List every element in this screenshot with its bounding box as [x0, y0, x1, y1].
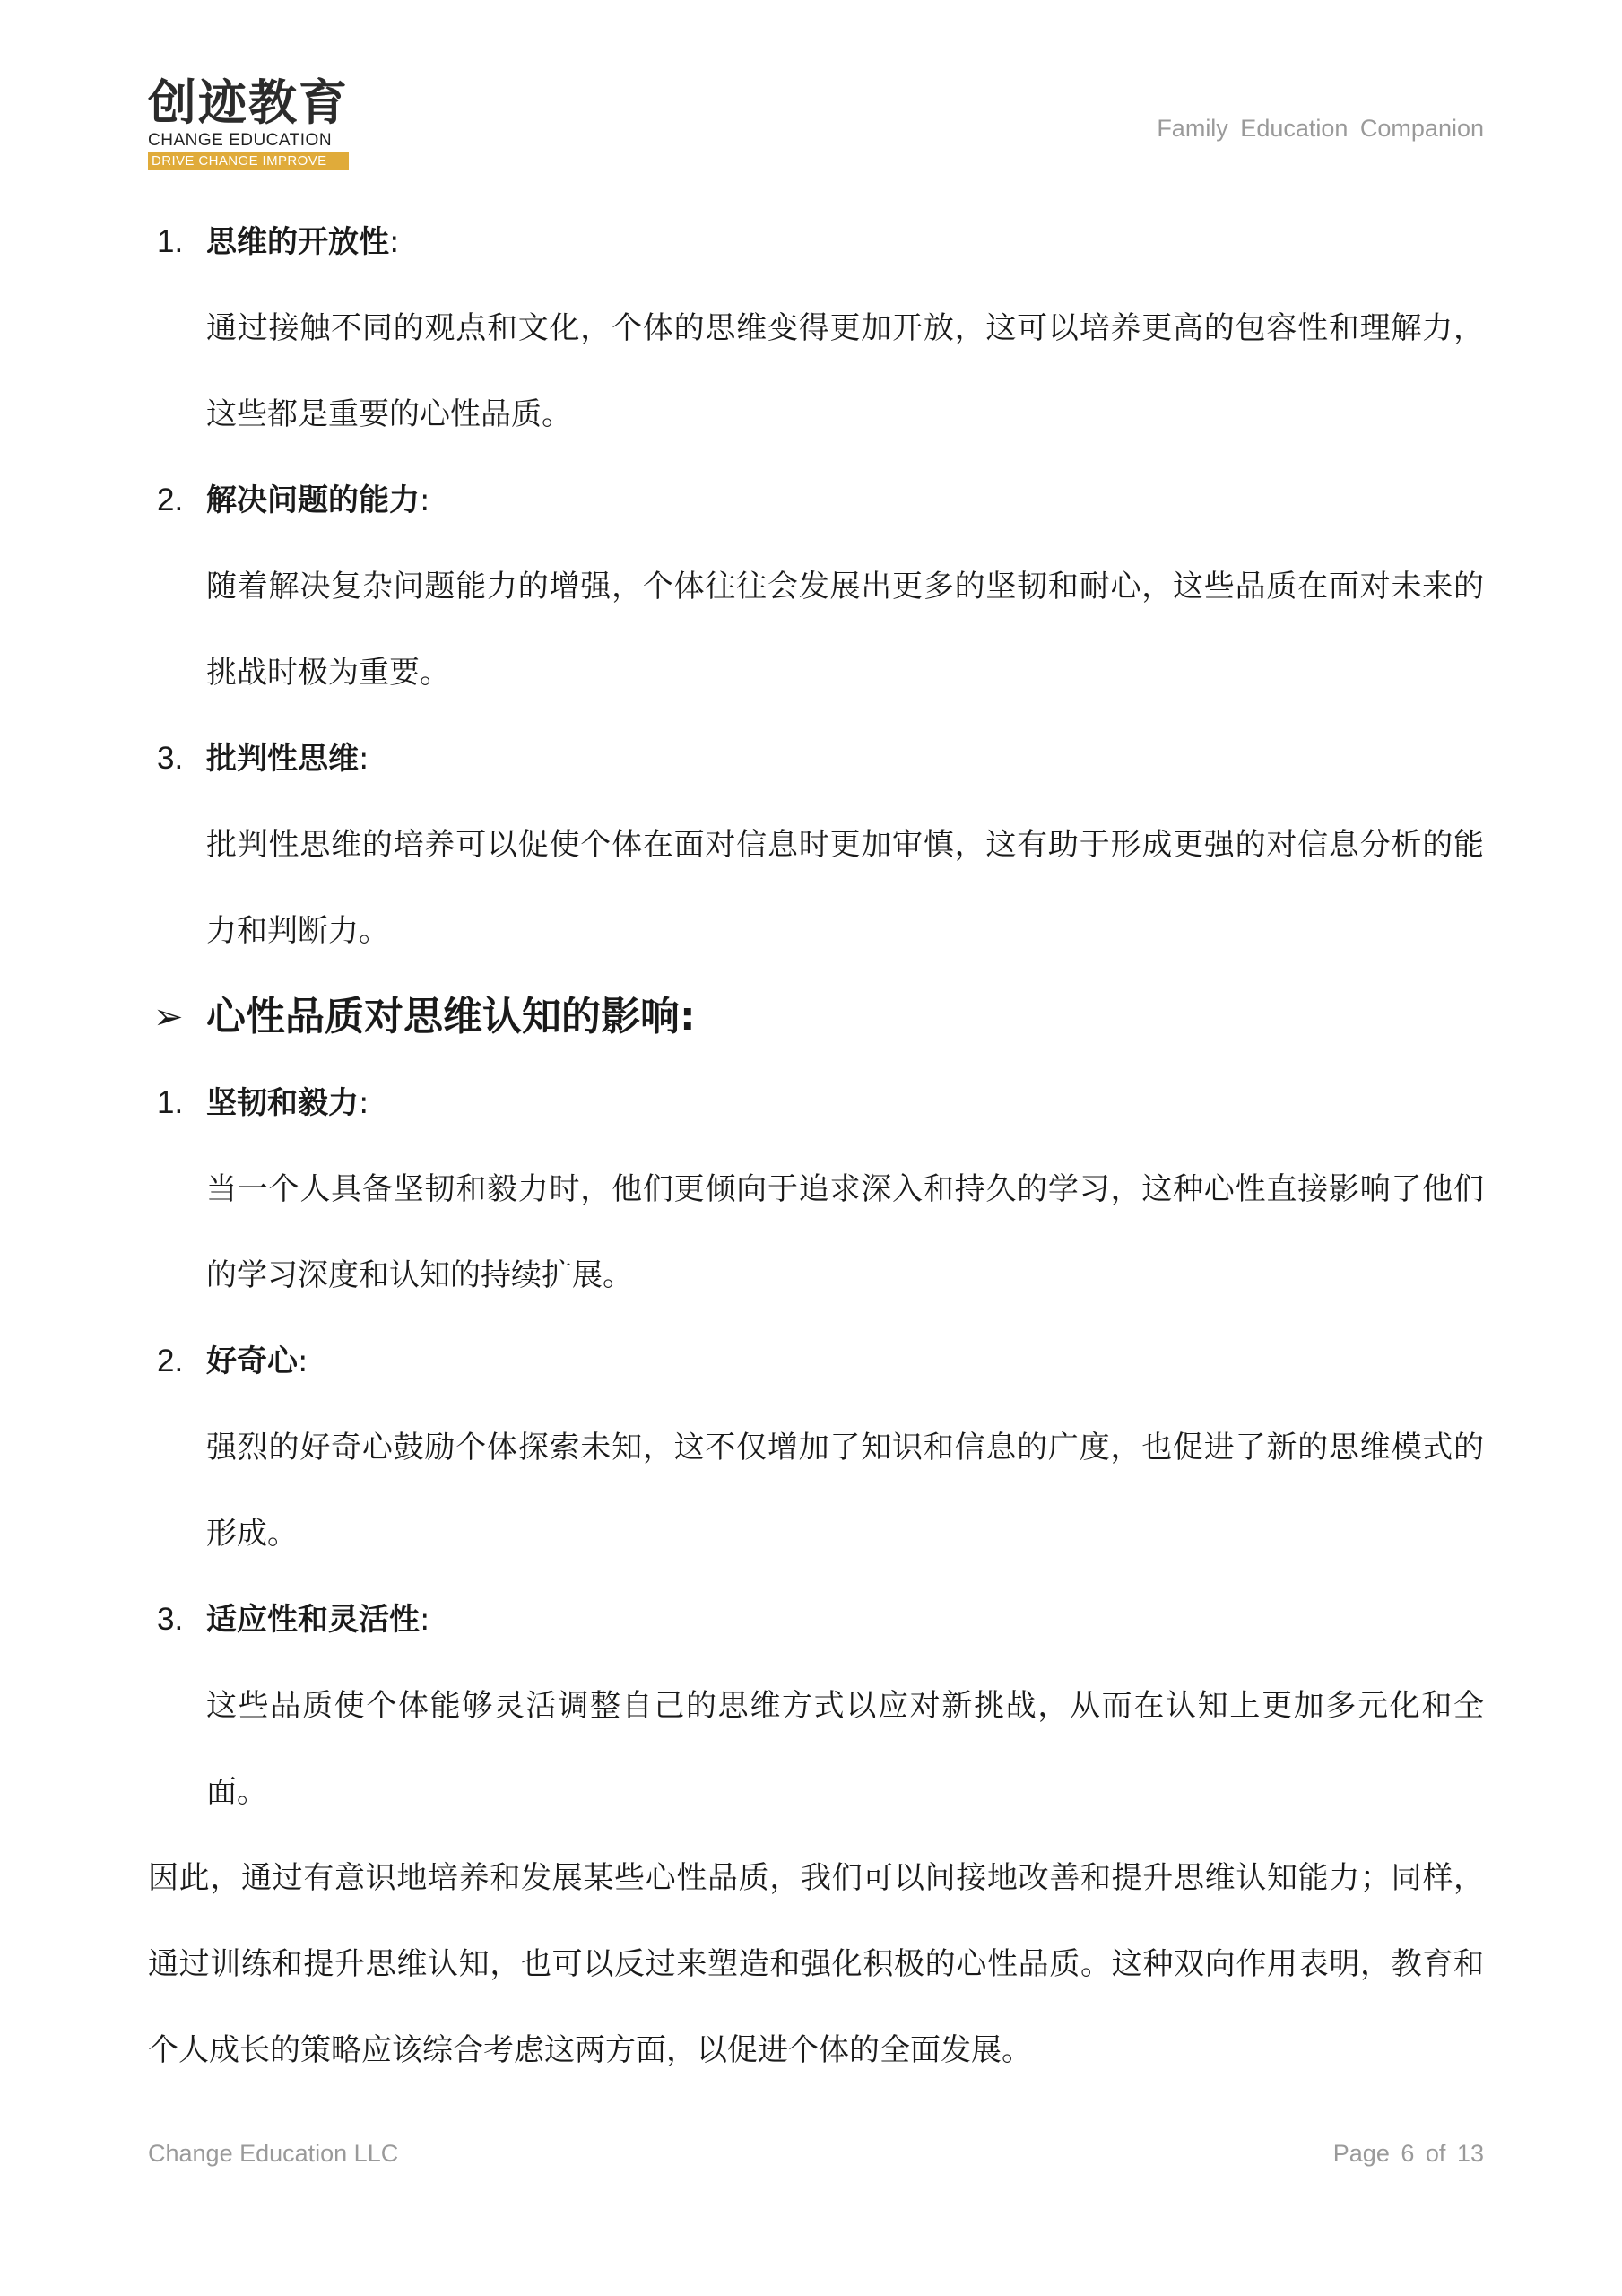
- footer-company: Change Education LLC: [148, 2140, 399, 2167]
- list-item-body: 通过接触不同的观点和文化，个体的思维变得更加开放，这可以培养更高的包容性和理解力，这些都是重要的心性品质。: [206, 310, 1484, 432]
- list-item-title: 适应性和灵活性:: [206, 1602, 430, 1638]
- list-item-title: 好奇心:: [206, 1344, 308, 1379]
- list-item: [148, 1318, 1484, 1577]
- list-item-title-row: [148, 1577, 1484, 1663]
- list-item: [148, 199, 1484, 457]
- arrow-bullet-icon: ➢: [153, 996, 184, 1038]
- list-item-title: 坚韧和毅力:: [206, 1085, 369, 1121]
- list-item-title-row: [148, 1318, 1484, 1405]
- list-item: [148, 716, 1484, 974]
- list-item-title-row: [148, 199, 1484, 285]
- section-heading: [148, 974, 1484, 1060]
- logo-english-name: CHANGE EDUCATION: [148, 131, 333, 150]
- list-item: [148, 457, 1484, 716]
- list-item: [148, 1060, 1484, 1318]
- list-number: 1.: [157, 224, 184, 259]
- conclusion-paragraph: 因此，通过有意识地培养和发展某些心性品质，我们可以间接地改善和提升思维认知能力；同样，通过训练和提升思维认知，也可以反过来塑造和强化积极的心性品质。这种双向作用表明，教育和个人成长的策略应该综合考虑这两方面，以促进个体的全面发展。: [148, 1860, 1484, 2068]
- list-item-body: 强烈的好奇心鼓励个体探索未知，这不仅增加了知识和信息的广度，也促进了新的思维模式的形成。: [206, 1430, 1484, 1552]
- list-item-body: 随着解决复杂问题能力的增强，个体往往会发展出更多的坚韧和耐心，这些品质在面对未来的挑战时极为重要。: [206, 569, 1484, 691]
- list-item-title: 解决问题的能力:: [206, 483, 430, 518]
- company-logo: [148, 75, 363, 170]
- list-item-body: 当一个人具备坚韧和毅力时，他们更倾向于追求深入和持久的学习，这种心性直接影响了他们的学习深度和认知的持续扩展。: [206, 1171, 1484, 1293]
- logo-chinese-name: 创迹教育: [148, 74, 349, 131]
- list-item-body: 这些品质使个体能够灵活调整自己的思维方式以应对新挑战，从而在认知上更加多元化和全面。: [206, 1688, 1484, 1810]
- list-item-body: 批判性思维的培养可以促使个体在面对信息时更加审慎，这有助于形成更强的对信息分析的能力和判断力。: [206, 827, 1484, 949]
- document-body: [148, 199, 1484, 2093]
- page-header: [148, 75, 1484, 176]
- list-number: 1.: [157, 1085, 184, 1120]
- section-heading-text: 心性品质对思维认知的影响:: [206, 994, 696, 1039]
- list-number: 3.: [157, 741, 184, 776]
- list-number: 3.: [157, 1602, 184, 1637]
- list-number: 2.: [157, 483, 184, 517]
- list-item-title-row: [148, 716, 1484, 802]
- list-number: 2.: [157, 1344, 184, 1378]
- logo-tagline-bar: DRIVE CHANGE IMPROVE: [148, 152, 349, 170]
- list-item: [148, 1577, 1484, 1835]
- list-item-title: 思维的开放性:: [206, 224, 400, 260]
- list-item-title: 批判性思维:: [206, 741, 369, 777]
- page-number: Page 6 of 13: [1332, 2140, 1484, 2167]
- list-item-title-row: [148, 1060, 1484, 1146]
- header-tagline: Family Education Companion: [1157, 115, 1484, 142]
- list-item-title-row: [148, 457, 1484, 544]
